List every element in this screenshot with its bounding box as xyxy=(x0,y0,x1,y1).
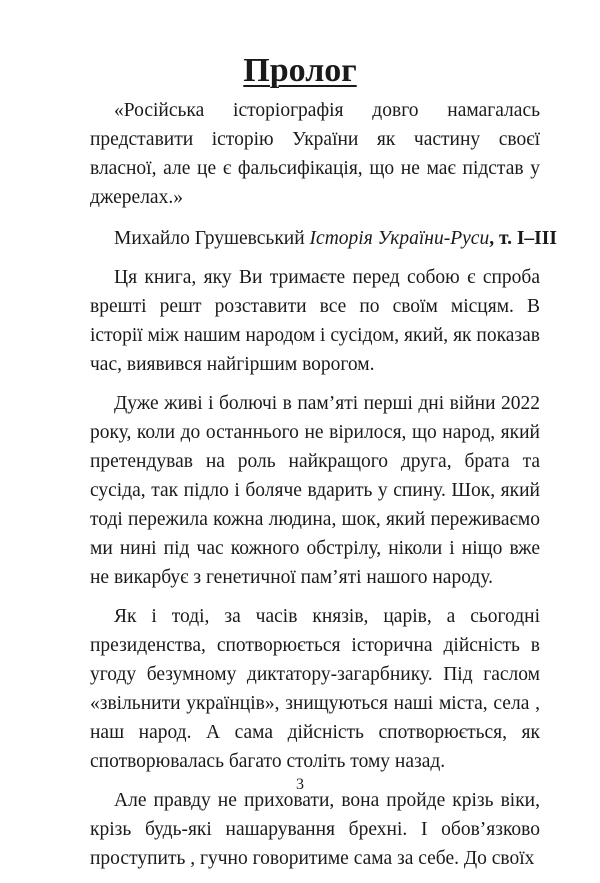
epigraph-work: Історія України-Руси xyxy=(309,228,490,249)
epigraph-volume: , т. I–III xyxy=(489,228,557,249)
paragraph: Але правду не приховати, вона пройде крізь віки, крізь будь-які нашарування брехні. І обов’язково проступить , гучно говоритиме сама за себе. До своїх xyxy=(90,790,540,869)
page-title: Пролог xyxy=(243,52,357,89)
paragraph: Дуже живі і болючі в пам’яті перші дні війни 2022 року, коли до останнього не вірилося, що народ, який претендував на роль найкращого друга, брата та сусіда, так підло і боляче вдарить у спину. Шок, який тоді пережила кожна людина, шок, який переживаємо ми нині під час кожного обстрілу, ніколи і ніщо вже не викарбує з генетичної пам’яті нашого народу. xyxy=(90,393,540,588)
paragraph: Ця книга, яку Ви тримаєте перед собою є спроба врешті решт розставити все по своїм місцям. В історії між нашим народом і сусідом, який, як показав час, виявився найгіршим ворогом. xyxy=(90,267,540,375)
page-body xyxy=(90,96,557,883)
page-number: 3 xyxy=(296,776,304,793)
epigraph-quote: «Російська історіографія довго намагалась представити історію України як частину своєї власної, але це є фальсифікація, що не має підстав у джерелах.» xyxy=(90,100,540,208)
epigraph-attribution xyxy=(90,224,557,253)
epigraph-author: Михайло Грушевський xyxy=(114,228,310,249)
paragraph: Як і тоді, за часів князів, царів, а сьогодні президенства, спотворюється історична дійсність в угоду безумному диктатору-загарбнику. Під гаслом «звільнити українців», знищуються наші міста, села , наш народ. А сама дійсність спотворюється, як спотворювалась багато століть тому назад. xyxy=(90,606,540,772)
